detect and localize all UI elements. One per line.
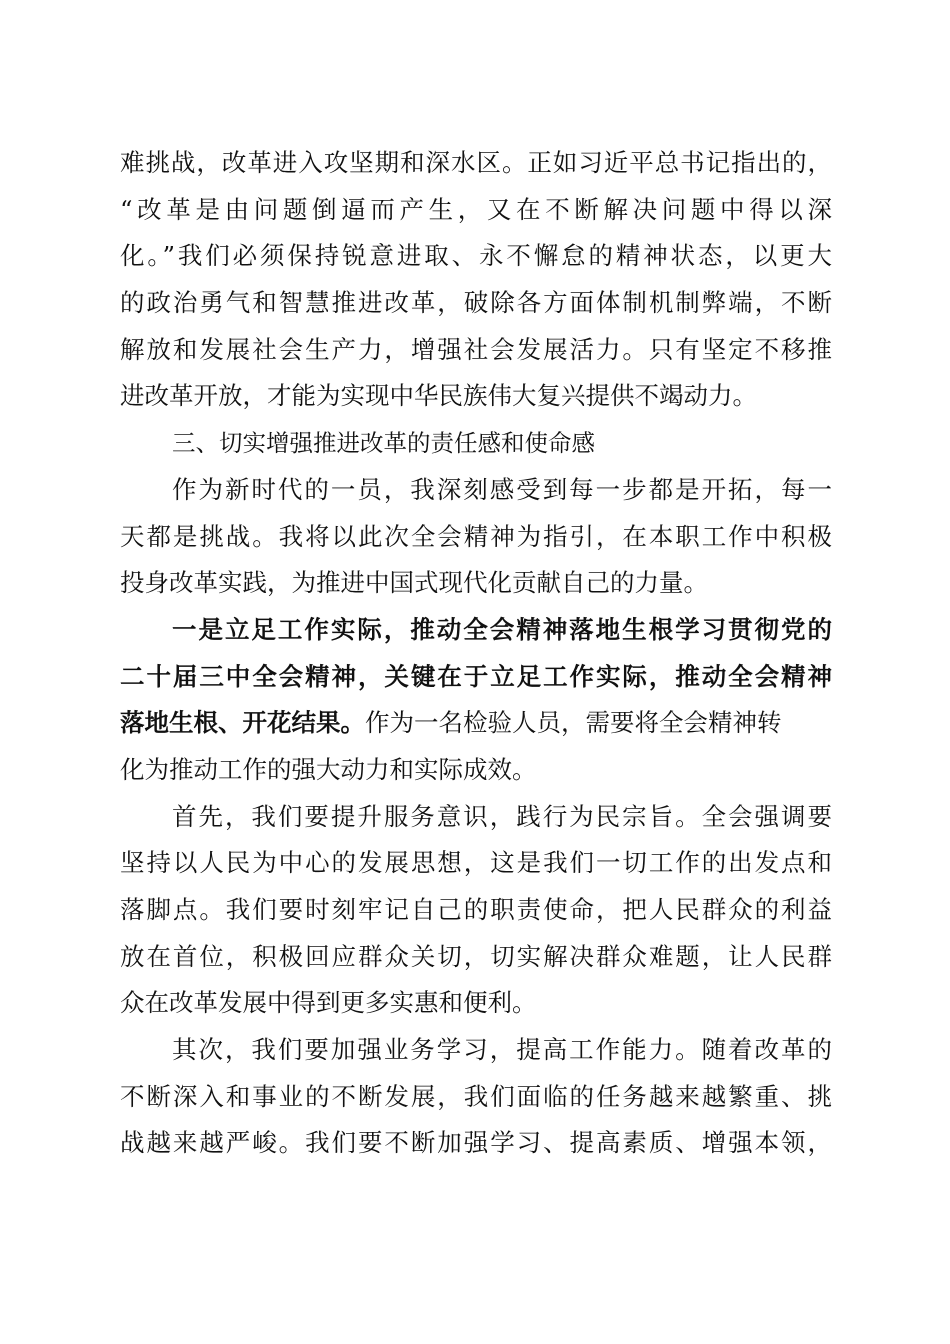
bold-run: 落地生根、开花结果。 — [120, 708, 365, 738]
paragraph-line: 首先，我们要提升服务意识，践行为民宗旨。全会强调要 — [172, 801, 832, 831]
paragraph-line: 解放和发展社会生产力，增强社会发展活力。只有坚定不移推 — [120, 334, 832, 364]
paragraph-line: “改革是由问题倒逼而产生，又在不断解决问题中得以深 — [120, 194, 832, 224]
bold-paragraph-line: 二十届三中全会精神，关键在于立足工作实际，推动全会精神 — [120, 661, 832, 691]
paragraph-line: 化。”我们必须保持锐意进取、永不懈怠的精神状态，以更大 — [120, 241, 832, 271]
paragraph-line: 化为推动工作的强大动力和实际成效。 — [120, 754, 537, 784]
paragraph-line: 其次，我们要加强业务学习，提高工作能力。随着改革的 — [172, 1035, 832, 1065]
paragraph-line: 战越来越严峻。我们要不断加强学习、提高素质、增强本领， — [120, 1128, 832, 1158]
paragraph-line: 放在首位，积极回应群众关切，切实解决群众难题，让人民群 — [120, 941, 832, 971]
paragraph-line: 的政治勇气和智慧推进改革，破除各方面体制机制弊端，不断 — [120, 288, 832, 318]
mixed-paragraph-line — [120, 700, 832, 747]
paragraph-line: 坚持以人民为中心的发展思想，这是我们一切工作的出发点和 — [120, 848, 832, 878]
paragraph-line: 进改革开放，才能为实现中华民族伟大复兴提供不竭动力。 — [120, 381, 757, 411]
section-heading: 三、切实增强推进改革的责任感和使命感 — [172, 429, 595, 458]
paragraph-line: 众在改革发展中得到更多实惠和便利。 — [120, 988, 537, 1018]
paragraph-line: 天都是挑战。我将以此次全会精神为指引，在本职工作中积极 — [120, 521, 832, 551]
paragraph-line: 投身改革实践，为推进中国式现代化贡献自己的力量。 — [120, 568, 708, 598]
normal-run: 作为一名检验人员，需要将全会精神转 — [365, 708, 782, 738]
bold-paragraph-line: 一是立足工作实际，推动全会精神落地生根学习贯彻党的 — [172, 614, 832, 644]
paragraph-line: 落脚点。我们要时刻牢记自己的职责使命，把人民群众的利益 — [120, 895, 832, 924]
document-body — [120, 140, 832, 1167]
paragraph-line: 作为新时代的一员，我深刻感受到每一步都是开拓，每一 — [172, 474, 832, 504]
paragraph-line: 难挑战，改革进入攻坚期和深水区。正如习近平总书记指出的， — [120, 148, 832, 177]
paragraph-line: 不断深入和事业的不断发展，我们面临的任务越来越繁重、挑 — [120, 1081, 832, 1111]
